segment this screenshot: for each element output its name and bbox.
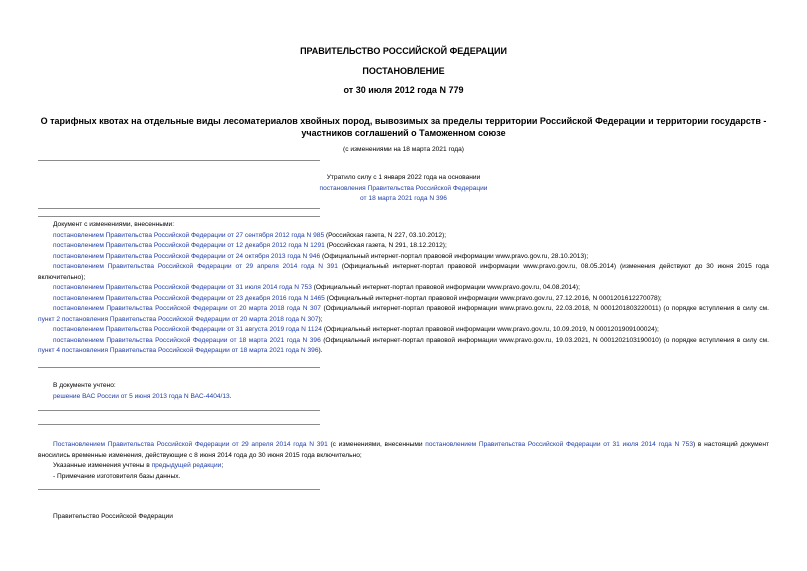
court-decision-link[interactable]: решение ВАС России от 5 июня 2013 года N ВАС-4404/13 (53, 392, 230, 400)
list-item: постановлением Правительства Российской Федерации от 31 июля 2014 года N 753 (Официальный интернет-портал правовой информации www.pravo.gov.ru, 04.08.2014); (53, 284, 580, 291)
entry-into-force-link[interactable]: пункт 4 постановления Правительства Российской Федерации от 18 марта 2021 года N 396 (38, 347, 319, 354)
document-date-number: от 30 июля 2012 года N 779 (343, 85, 464, 95)
repeal-block (0, 173, 807, 205)
list-item: постановлением Правительства Российской Федерации от 24 октября 2013 года N 946 (Официальный интернет-портал правовой информации www.pravo.gov.ru, 28.10.2013); (53, 252, 589, 260)
repeal-text: Утратило силу с 1 января 2022 года на основании (326, 174, 481, 181)
divider (38, 367, 320, 368)
amendment-link[interactable]: постановлением Правительства Российской Федерации от 23 декабря 2016 года N 1465 (53, 294, 325, 302)
amendment-link[interactable]: постановлением Правительства Российской Федерации от 27 сентября 2012 года N 985 (53, 231, 325, 239)
list-item: постановлением Правительства Российской Федерации от 12 декабря 2012 года N 1291 (Российская газета, N 291, 18.12.2012); (53, 242, 447, 249)
amendment-link[interactable]: постановлением Правительства Российской Федерации от 12 декабря 2012 года N 1291 (53, 242, 325, 249)
list-item: постановлением Правительства Российской Федерации от 27 сентября 2012 года N 985 (Российская газета, N 227, 03.10.2012); (53, 231, 447, 239)
list-item: постановлением Правительства Российской Федерации от 20 марта 2018 года N 307 (Официальный интернет-портал правовой информации www.pravo.gov.ru, 22.03.2018, N 0001201803220011) (о порядке вступления в силу см. пункт 2 постановления Правительства Российской Федерации от 20 марта 2018 года N 307); (38, 305, 769, 323)
amendment-link[interactable]: постановлением Правительства Российской Федерации от 31 июля 2014 года N 753 (53, 284, 312, 291)
amendment-link[interactable]: постановлением Правительства Российской Федерации от 18 марта 2021 года N 396 (53, 336, 321, 344)
document-type: ПОСТАНОВЛЕНИЕ (362, 66, 445, 76)
changes-heading: Документ с изменениями, внесенными: (53, 221, 175, 228)
divider (38, 208, 320, 209)
previous-edition-link[interactable]: предыдущей редакции (151, 462, 222, 469)
divider (38, 489, 320, 490)
note-producer: - Примечание изготовителя базы данных. (53, 472, 181, 480)
repeal-link-decree[interactable]: постановления Правительства Российской Федерации (319, 184, 488, 192)
list-item: постановлением Правительства Российской Федерации от 23 декабря 2016 года N 1465 (Официальный интернет-портал правовой информации www.pravo.gov.ru, 27.12.2016, N 0001201612270078); (53, 294, 662, 302)
note-link-391[interactable]: Постановлением Правительства Российской Федерации от 29 апреля 2014 года N 391 (53, 441, 328, 448)
list-item: постановлением Правительства Российской Федерации от 29 апреля 2014 года N 391 (Официальный интернет-портал правовой информации www.pravo.gov.ru, 08.05.2014) (изменения действуют до 30 июня 2015 года включительно); (38, 263, 769, 281)
amendment-link[interactable]: постановлением Правительства Российской Федерации от 31 августа 2019 года N 1124 (53, 326, 322, 333)
government-title: ПРАВИТЕЛЬСТВО РОССИЙСКОЙ ФЕДЕРАЦИИ (300, 46, 507, 56)
note-paragraph: Постановлением Правительства Российской Федерации от 29 апреля 2014 года N 391 (с изменениями, внесенными постановлением Правительства Российской Федерации от 31 июля 2014 года N 753) в настоящий документ вносились временные изменения, действующие с 8 июня 2014 года до 30 июня 2015 года включительно; (38, 441, 769, 459)
document-title (30, 115, 777, 139)
divider (38, 424, 320, 425)
amended-note: (с изменениями на 18 марта 2021 года) (343, 146, 464, 153)
list-item: решение ВАС России от 5 июня 2013 года N ВАС-4404/13. (53, 392, 232, 400)
list-item: постановлением Правительства Российской Федерации от 18 марта 2021 года N 396 (Официальный интернет-портал правовой информации www.pravo.gov.ru, 19.03.2021, N 0001202103190010) (о порядке вступления в силу см. пункт 4 постановления Правительства Российской Федерации от 18 марта 2021 года N 396). (38, 336, 769, 354)
changes-list (38, 220, 769, 357)
considered-block (38, 381, 769, 402)
amendment-link[interactable]: постановлением Правительства Российской Федерации от 29 апреля 2014 года N 391 (53, 263, 338, 270)
divider (38, 216, 320, 217)
considered-heading: В документе учтено: (53, 382, 116, 389)
divider (38, 410, 320, 411)
temporary-changes-note (38, 440, 769, 482)
repeal-link-date[interactable]: от 18 марта 2021 года N 396 (360, 195, 447, 202)
divider (38, 160, 320, 161)
amendment-link[interactable]: постановлением Правительства Российской Федерации от 20 марта 2018 года N 307 (53, 305, 321, 312)
signature: Правительство Российской Федерации (53, 513, 173, 520)
entry-into-force-link[interactable]: пункт 2 постановления Правительства Российской Федерации от 20 марта 2018 года N 307 (38, 315, 319, 323)
list-item: постановлением Правительства Российской Федерации от 31 августа 2019 года N 1124 (Официальный интернет-портал правовой информации www.pravo.gov.ru, 10.09.2019, N 0001201909100024); (53, 326, 659, 333)
title-line-1: О тарифных квотах на отдельные виды лесоматериалов хвойных пород, вывозимых за пределы территории Российской Федерации и территории государств - (40, 116, 767, 126)
amendment-link[interactable]: постановлением Правительства Российской Федерации от 24 октября 2013 года N 946 (53, 252, 321, 260)
note-previous-edition: Указанные изменения учтены в предыдущей редакции; (53, 462, 224, 469)
title-line-2: участников соглашений о Таможенном союзе (301, 128, 506, 138)
note-link-753[interactable]: постановлением Правительства Российской Федерации от 31 июля 2014 года N 753 (425, 441, 694, 448)
